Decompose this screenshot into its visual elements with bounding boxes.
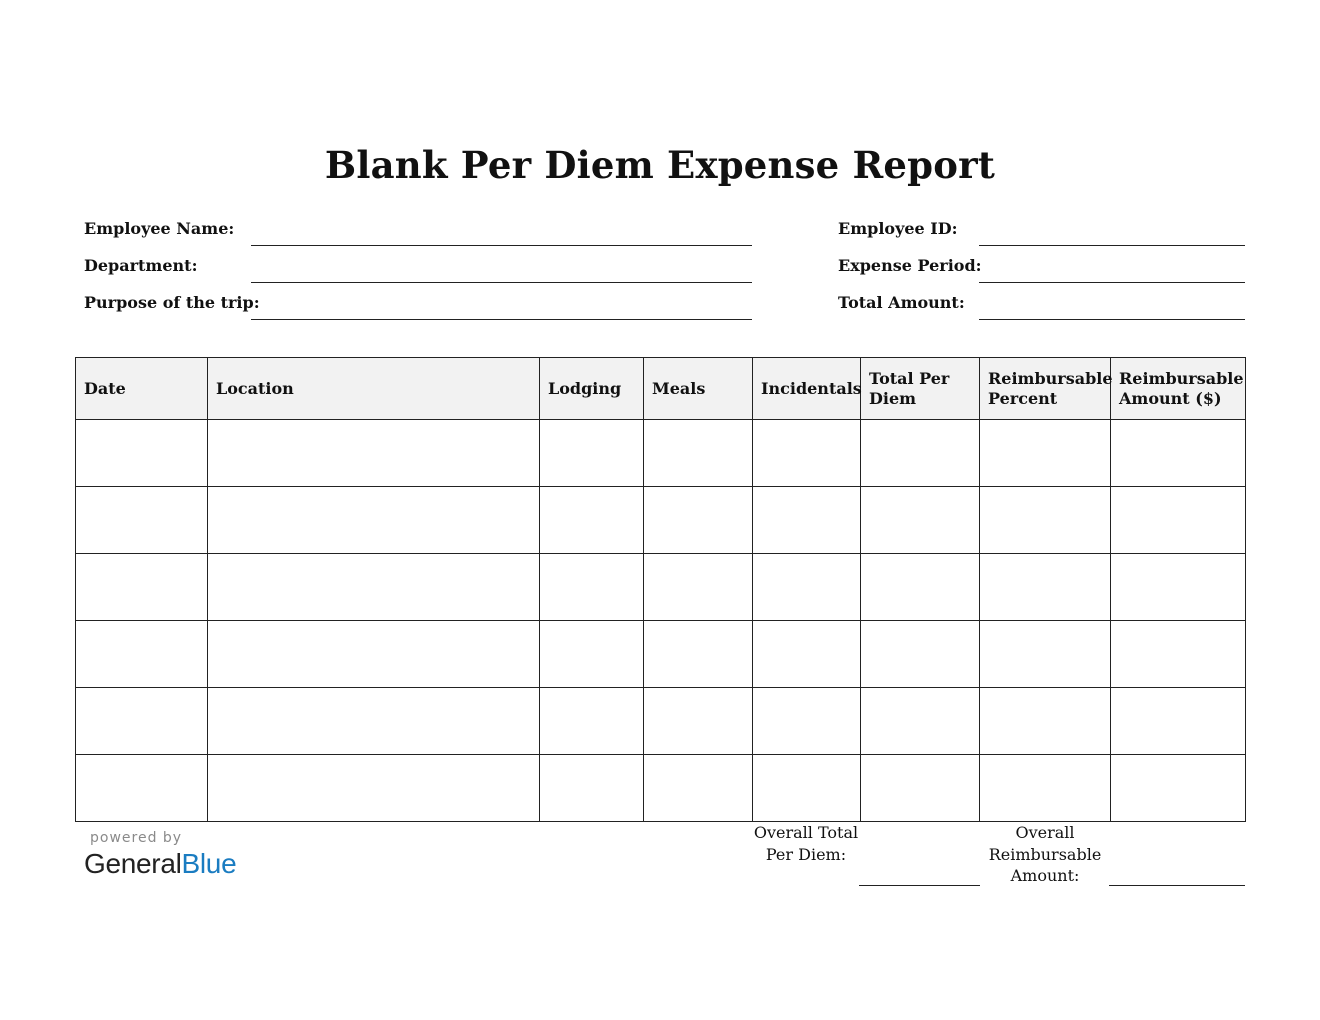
column-header-reimbursable-amount: Reimbursable Amount ($) (1111, 358, 1246, 420)
employee-id-field[interactable] (979, 245, 1245, 246)
expense-period-label: Expense Period: (838, 256, 982, 275)
column-header-incidentals: Incidentals (753, 358, 861, 420)
table-cell[interactable] (1111, 420, 1246, 487)
table-cell[interactable] (76, 621, 208, 688)
table-row (76, 554, 1246, 621)
table-cell[interactable] (208, 621, 540, 688)
table-cell[interactable] (753, 487, 861, 554)
table-cell[interactable] (1111, 487, 1246, 554)
column-header-date: Date (76, 358, 208, 420)
table-cell[interactable] (861, 621, 980, 688)
table-cell[interactable] (753, 554, 861, 621)
table-row (76, 487, 1246, 554)
table-cell[interactable] (644, 554, 753, 621)
column-header-lodging: Lodging (540, 358, 644, 420)
table-cell[interactable] (76, 688, 208, 755)
table-cell[interactable] (753, 688, 861, 755)
table-cell[interactable] (208, 420, 540, 487)
table-cell[interactable] (540, 688, 644, 755)
table-cell[interactable] (644, 621, 753, 688)
table-cell[interactable] (980, 688, 1111, 755)
table-cell[interactable] (1111, 755, 1246, 822)
table-row (76, 621, 1246, 688)
table-cell[interactable] (1111, 554, 1246, 621)
table-cell[interactable] (644, 420, 753, 487)
table-cell[interactable] (753, 621, 861, 688)
table-cell[interactable] (1111, 688, 1246, 755)
table-cell[interactable] (540, 487, 644, 554)
table-cell[interactable] (208, 755, 540, 822)
table-cell[interactable] (208, 487, 540, 554)
generalblue-logo (84, 848, 236, 880)
logo-text-blue: Blue (181, 848, 237, 879)
table-cell[interactable] (76, 420, 208, 487)
table-cell[interactable] (76, 755, 208, 822)
department-label: Department: (84, 256, 198, 275)
table-cell[interactable] (980, 621, 1111, 688)
employee-name-label: Employee Name: (84, 219, 235, 238)
table-row (76, 688, 1246, 755)
table-cell[interactable] (644, 487, 753, 554)
table-cell[interactable] (980, 420, 1111, 487)
table-cell[interactable] (861, 420, 980, 487)
total-amount-field[interactable] (979, 319, 1245, 320)
table-cell[interactable] (753, 755, 861, 822)
table-cell[interactable] (861, 755, 980, 822)
column-header-reimbursable-percent: Reimbursable Percent (980, 358, 1111, 420)
table-cell[interactable] (540, 554, 644, 621)
trip-purpose-label: Purpose of the trip: (84, 293, 260, 312)
employee-name-field[interactable] (251, 245, 752, 246)
table-cell[interactable] (208, 688, 540, 755)
table-cell[interactable] (861, 554, 980, 621)
overall-total-per-diem-field[interactable] (859, 885, 980, 886)
powered-by-text: powered by (90, 830, 183, 846)
column-header-meals: Meals (644, 358, 753, 420)
table-cell[interactable] (980, 554, 1111, 621)
expense-period-field[interactable] (979, 282, 1245, 283)
table-cell[interactable] (540, 420, 644, 487)
expense-table (75, 357, 1246, 822)
department-field[interactable] (251, 282, 752, 283)
overall-total-per-diem-label: Overall Total Per Diem: (753, 823, 859, 864)
table-cell[interactable] (540, 621, 644, 688)
table-row (76, 755, 1246, 822)
total-amount-label: Total Amount: (838, 293, 965, 312)
column-header-total-per-diem: Total Per Diem (861, 358, 980, 420)
logo-text-general: General (84, 848, 182, 879)
table-cell[interactable] (980, 487, 1111, 554)
page-title: Blank Per Diem Expense Report (324, 143, 996, 187)
table-cell[interactable] (76, 554, 208, 621)
table-cell[interactable] (753, 420, 861, 487)
trip-purpose-field[interactable] (251, 319, 752, 320)
table-cell[interactable] (861, 487, 980, 554)
overall-reimbursable-amount-label: Overall Reimbursable Amount: (988, 823, 1102, 885)
table-cell[interactable] (980, 755, 1111, 822)
table-cell[interactable] (861, 688, 980, 755)
table-cell[interactable] (540, 755, 644, 822)
employee-id-label: Employee ID: (838, 219, 958, 238)
overall-reimbursable-amount-field[interactable] (1109, 885, 1245, 886)
table-cell[interactable] (644, 755, 753, 822)
table-cell[interactable] (1111, 621, 1246, 688)
table-row (76, 420, 1246, 487)
column-header-location: Location (208, 358, 540, 420)
table-cell[interactable] (208, 554, 540, 621)
table-cell[interactable] (76, 487, 208, 554)
table-cell[interactable] (644, 688, 753, 755)
table-header-row (76, 358, 1246, 420)
